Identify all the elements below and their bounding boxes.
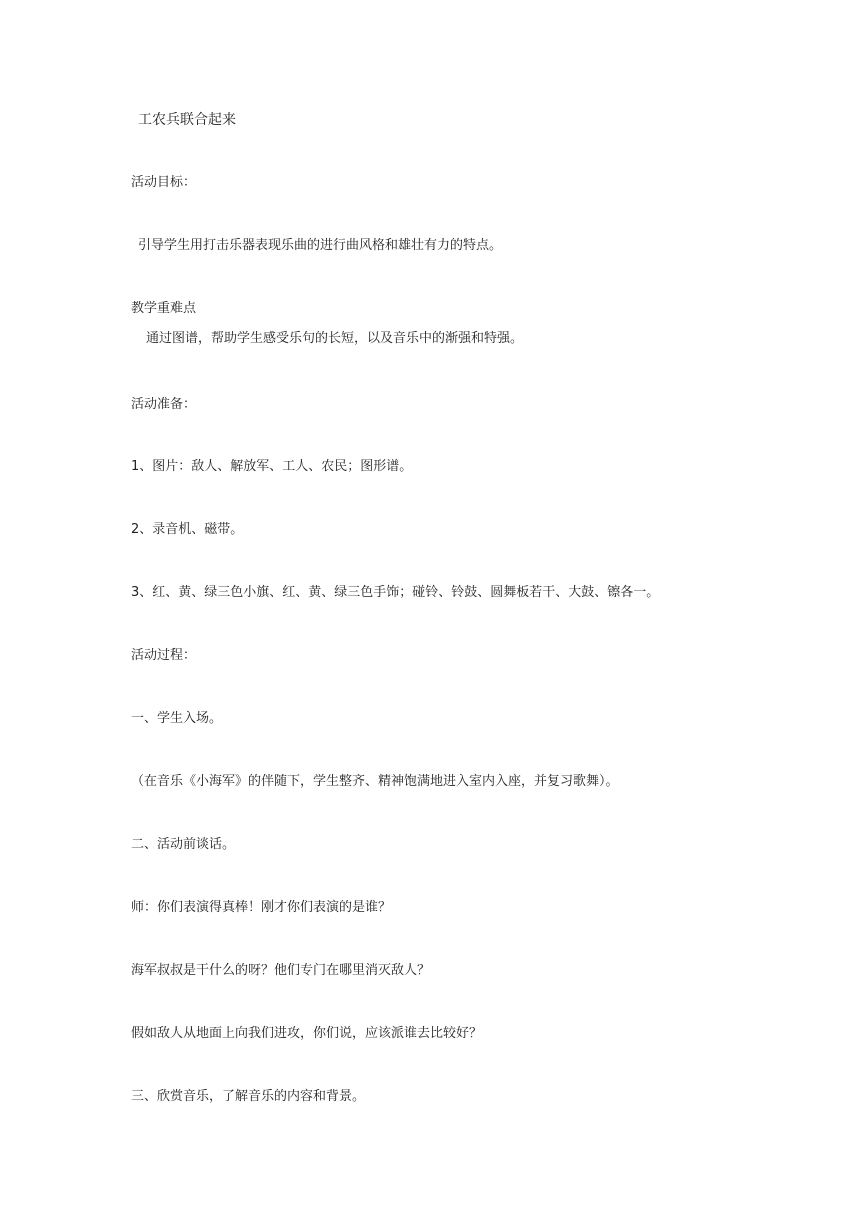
goal-text: 引导学生用打击乐器表现乐曲的进行曲风格和雄壮有力的特点。 xyxy=(138,238,503,253)
process-step-1: 一、学生入场。 xyxy=(131,711,223,726)
goal-heading: 活动目标： xyxy=(131,175,197,190)
document-title: 工农兵联合起来 xyxy=(138,112,236,128)
prep-heading: 活动准备： xyxy=(131,397,197,412)
process-step-3: 三、欣赏音乐，了解音乐的内容和背景。 xyxy=(131,1089,366,1104)
process-step-2-q1: 师：你们表演得真棒！刚才你们表演的是谁？ xyxy=(131,900,392,915)
key-heading: 教学重难点 xyxy=(131,301,197,316)
process-heading: 活动过程： xyxy=(131,648,197,663)
process-step-2-q3: 假如敌人从地面上向我们进攻，你们说，应该派谁去比较好？ xyxy=(131,1026,483,1041)
prep-item-1: 1、图片：敌人、解放军、工人、农民；图形谱。 xyxy=(131,459,413,474)
key-text: 通过图谱，帮助学生感受乐句的长短，以及音乐中的渐强和特强。 xyxy=(146,331,524,346)
process-step-2: 二、活动前谈话。 xyxy=(131,837,236,852)
process-step-2-q2: 海军叔叔是干什么的呀？他们专门在哪里消灭敌人？ xyxy=(131,963,431,978)
prep-item-3: 3、红、黄、绿三色小旗、红、黄、绿三色手饰；碰铃、铃鼓、圆舞板若干、大鼓、镲各一。 xyxy=(131,585,660,600)
process-step-1-detail: （在音乐《小海军》的伴随下，学生整齐、精神饱满地进入室内入座，并复习歌舞）。 xyxy=(131,774,619,789)
prep-item-2: 2、录音机、磁带。 xyxy=(131,522,244,537)
